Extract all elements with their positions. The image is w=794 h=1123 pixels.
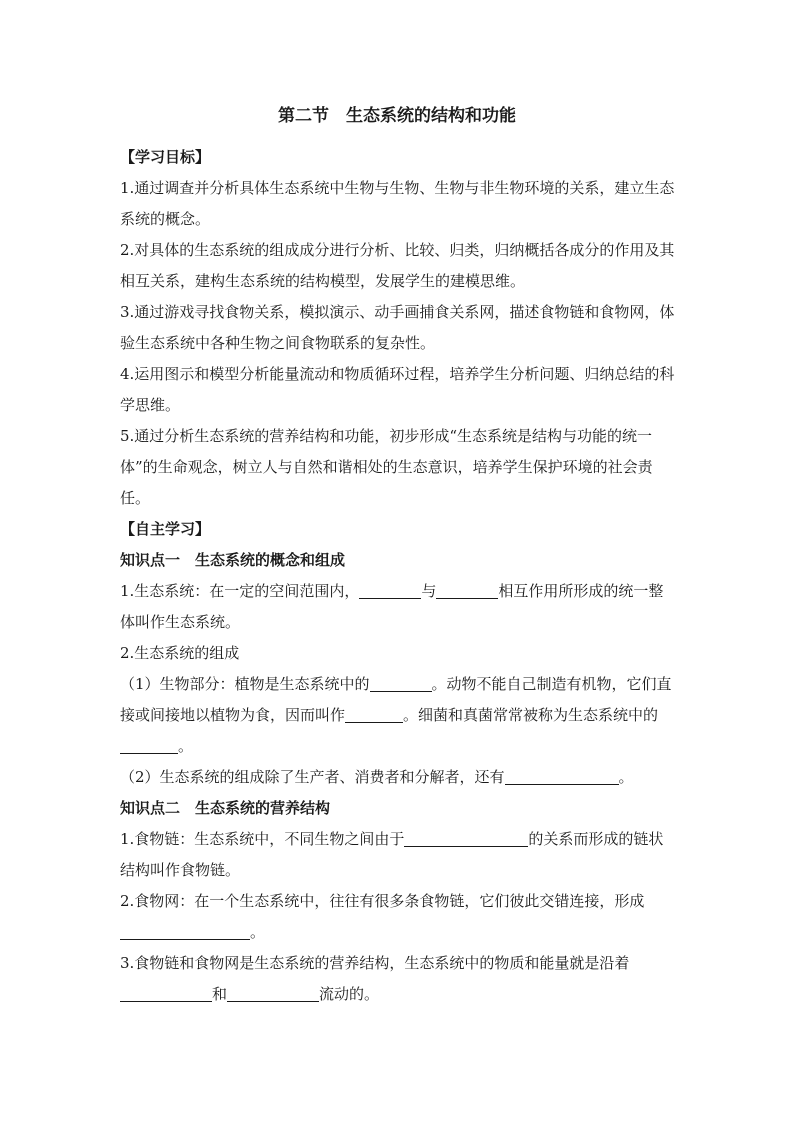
fill-blank[interactable]	[404, 828, 528, 847]
fill-blank[interactable]	[120, 983, 212, 1002]
fill-blank[interactable]	[505, 766, 619, 785]
question-text: 。	[178, 737, 194, 755]
question-1-2-1	[120, 669, 678, 762]
question-text: （1）生物部分：植物是生态系统中的	[120, 675, 370, 693]
question-text: 。	[618, 768, 634, 786]
question-text: 1.生态系统：在一定的空间范围内，	[120, 582, 360, 600]
question-text: 相互作用所形成的统一整体叫作生态系统。	[120, 582, 664, 631]
fill-blank[interactable]	[120, 921, 250, 940]
question-text: 2.食物网：在一个生态系统中，往往有很多条食物链，它们彼此交错连接，形成	[120, 892, 645, 910]
document-body	[120, 142, 678, 1010]
goal-item: 5.通过分析生态系统的营养结构和功能，初步形成“生态系统是结构与功能的统一体”的生命观念，树立人与自然和谐相处的生态意识，培养学生保护环境的社会责任。	[120, 427, 653, 507]
knowledge-point-1-title: 知识点一 生态系统的概念和组成	[120, 551, 346, 569]
question-text: 与	[421, 582, 437, 600]
goal-item: 4.运用图示和模型分析能量流动和物质循环过程，培养学生分析问题、归纳总结的科学思维。	[120, 365, 675, 414]
question-text: 流动的。	[319, 985, 380, 1003]
goal-item: 3.通过游戏寻找食物关系，模拟演示、动手画捕食关系网，描述食物链和食物网，体验生态系统中各种生物之间食物联系的复杂性。	[120, 303, 675, 352]
learning-goals-header: 【学习目标】	[120, 148, 211, 166]
question-text: 。细菌和真菌常常被称为生态系统中的	[403, 706, 659, 724]
question-1-2-2	[120, 762, 678, 793]
question-1-2: 2.生态系统的组成	[120, 644, 240, 662]
knowledge-point-2-title: 知识点二 生态系统的营养结构	[120, 799, 331, 817]
fill-blank[interactable]	[370, 673, 432, 692]
question-text: 1.食物链：生态系统中，不同生物之间由于	[120, 830, 405, 848]
fill-blank[interactable]	[359, 580, 421, 599]
fill-blank[interactable]	[436, 580, 498, 599]
fill-blank[interactable]	[227, 983, 319, 1002]
goal-item: 1.通过调查并分析具体生态系统中生物与生物、生物与非生物环境的关系，建立生态系统的概念。	[120, 179, 675, 228]
fill-blank[interactable]	[120, 735, 178, 754]
question-text: 的关系而形成的链状结构叫作食物链。	[120, 830, 664, 879]
question-text: （2）生态系统的组成除了生产者、消费者和分解者，还有	[120, 768, 505, 786]
question-text: 。动物不能自己制造有机物，它们直接或间接地以植物为食，因而叫作	[120, 675, 672, 724]
question-text: 。	[250, 923, 266, 941]
question-2-1	[120, 824, 678, 886]
question-2-2	[120, 886, 678, 948]
question-2-3	[120, 948, 678, 1010]
goal-item: 2.对具体的生态系统的组成成分进行分析、比较、归类，归纳概括各成分的作用及其相互关系，建构生态系统的结构模型，发展学生的建模思维。	[120, 241, 675, 290]
fill-blank[interactable]	[345, 704, 403, 723]
section-title: 第二节 生态系统的结构和功能	[278, 106, 516, 126]
self-study-header: 【自主学习】	[120, 520, 211, 538]
question-text: 3.食物链和食物网是生态系统的营养结构，生态系统中的物质和能量就是沿着	[120, 954, 630, 972]
question-1-1	[120, 576, 678, 638]
question-text: 和	[212, 985, 228, 1003]
